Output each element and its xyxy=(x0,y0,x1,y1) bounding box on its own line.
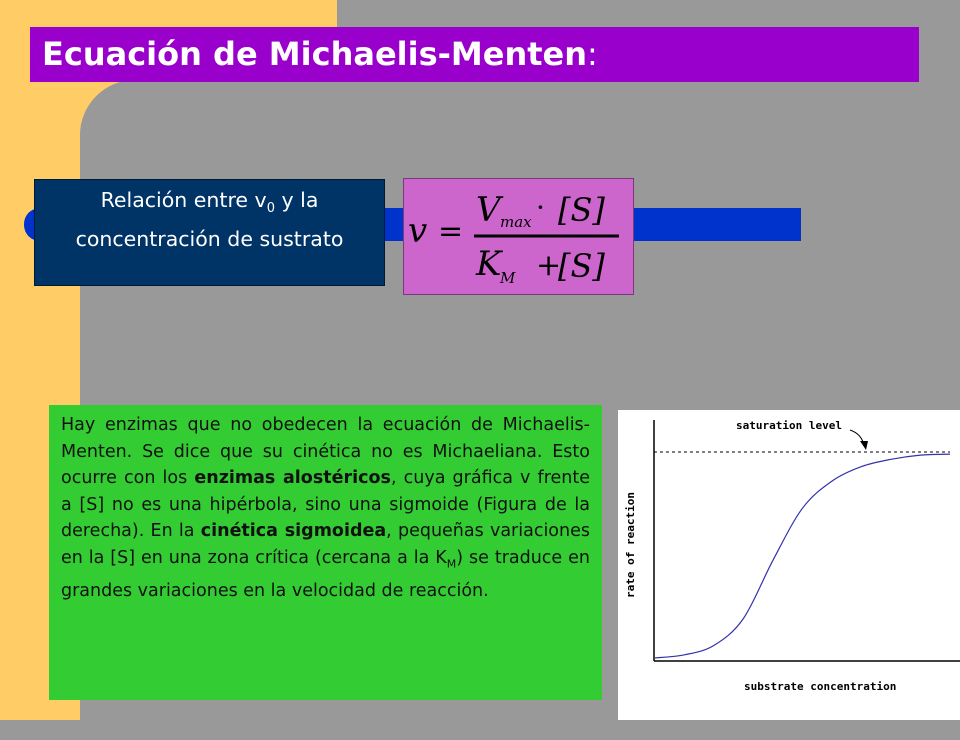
sigmoid-chart-svg xyxy=(618,410,960,720)
formula-lhs: v xyxy=(408,211,428,251)
formula-dot: · xyxy=(536,191,545,224)
sigmoid-chart xyxy=(618,410,960,720)
relation-text-1: Relación entre v xyxy=(100,188,267,212)
paragraph-bold-allosteric: enzimas alostéricos xyxy=(194,468,391,489)
paragraph-part-4: ) se traduce en grandes variaciones en la velocidad de reacción. xyxy=(61,547,590,602)
paragraph-part-2: , cuya gráfica v frente a [S] no es una hipérbola, sino una sigmoide (Figura de la derecha). En la xyxy=(61,468,590,542)
relation-text-2: y la concentración de sustrato xyxy=(75,188,344,252)
formula-graphic xyxy=(404,179,633,294)
slide-title-colon: : xyxy=(587,35,598,73)
y-axis-label: rate of reaction xyxy=(624,492,637,598)
allosteric-explanation xyxy=(49,405,602,700)
formula-vmax-sub: max xyxy=(500,213,532,231)
slide-title xyxy=(30,27,919,82)
annotation-arrowhead xyxy=(860,441,868,450)
formula-vmax: V xyxy=(476,190,501,230)
series-line xyxy=(655,454,950,658)
paragraph-part-3: , pequeñas variaciones en la [S] en una zona crítica (cercana a la K xyxy=(61,521,590,568)
relation-subscript: 0 xyxy=(266,201,275,217)
formula-equals: = xyxy=(438,214,464,249)
slide-title-text: Ecuación de Michaelis-Menten xyxy=(42,35,588,73)
formula-s-denominator: [S] xyxy=(558,247,605,285)
michaelis-menten-formula xyxy=(403,178,634,295)
formula-plus: + xyxy=(536,248,562,283)
paragraph-part-1: Hay enzimas que no obedecen la ecuación de Michaelis-Menten. Se dice que su cinética no es Michaeliana. Esto ocurre con los xyxy=(61,415,590,489)
paragraph-bold-sigmoid: cinética sigmoidea xyxy=(200,521,387,542)
relation-label-box xyxy=(34,179,385,286)
formula-km-sub: M xyxy=(500,269,516,287)
formula-s-numerator: [S] xyxy=(558,191,605,229)
paragraph-subscript-m: M xyxy=(446,557,457,571)
formula-km: K xyxy=(476,244,502,284)
saturation-label: saturation level xyxy=(736,419,842,432)
x-axis-label: substrate concentration xyxy=(744,680,897,693)
